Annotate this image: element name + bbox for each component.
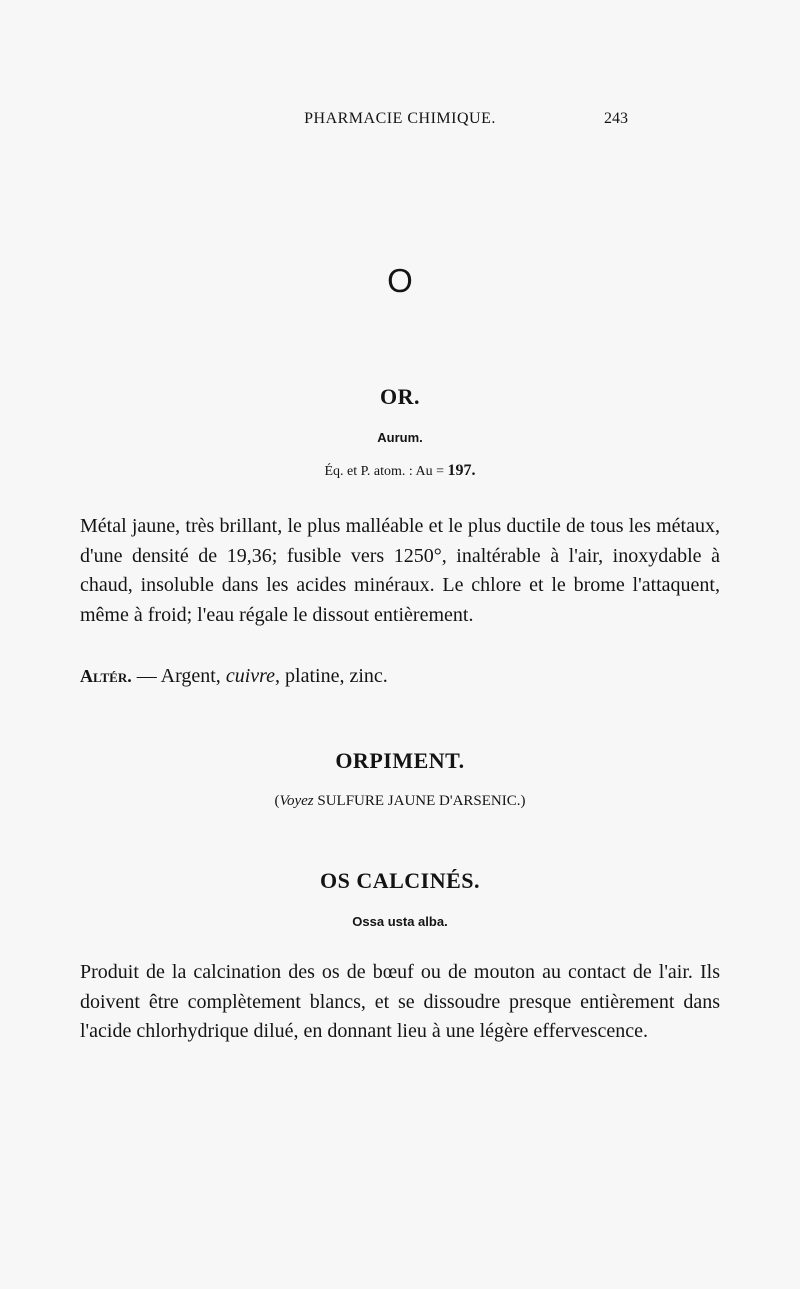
running-head (0, 110, 800, 134)
running-title: PHARMACIE CHIMIQUE. (304, 110, 496, 127)
entry-title-os-calcines: OS CALCINÉS. (319, 868, 481, 893)
latin-name-aurum: Aurum. (377, 430, 423, 445)
latin-name-ossa: Ossa usta alba. (352, 914, 448, 929)
entry-title-or: OR. (380, 384, 420, 409)
page-number: 243 (604, 110, 628, 127)
atomic-equivalent (0, 462, 800, 480)
crossref-target: SULFURE JAUNE D'ARSENIC.) (313, 793, 526, 809)
crossref-open: ( (274, 793, 280, 809)
alteration-dash: — (131, 665, 161, 687)
alteration-line (80, 662, 720, 692)
equivalent-label: Éq. et P. atom. : Au = (324, 464, 448, 479)
alteration-label: Altér. (80, 666, 132, 686)
description-os-calcines: Produit de la calcination des os de bœuf ou de mouton au contact de l'air. Ils doivent être complètement blancs, et se dissoudre presque entièrement dans l'acide chlorhydrique dilué, en donnant lieu à une légère effervescence. (80, 961, 720, 1042)
alteration-text-1: Argent, (160, 665, 226, 687)
equivalent-value: 197. (447, 462, 476, 479)
crossref-voyez: Voyez (279, 793, 314, 809)
entry-title-orpiment: ORPIMENT. (335, 748, 465, 773)
description-or: Métal jaune, très brillant, le plus malléable et le plus ductile de tous les métaux, d'une densité de 19,36; fusible vers 1250°, inaltérable à l'air, inoxydable à chaud, insoluble dans les acides minéraux. Le chlore et le brome l'attaquent, même à froid; l'eau régale le dissout entièrement. (80, 515, 720, 626)
crossref-orpiment (0, 793, 800, 810)
alteration-italic: cuivre (225, 665, 276, 687)
section-letter: O (387, 262, 413, 299)
alteration-text-2: , platine, zinc. (275, 665, 388, 687)
